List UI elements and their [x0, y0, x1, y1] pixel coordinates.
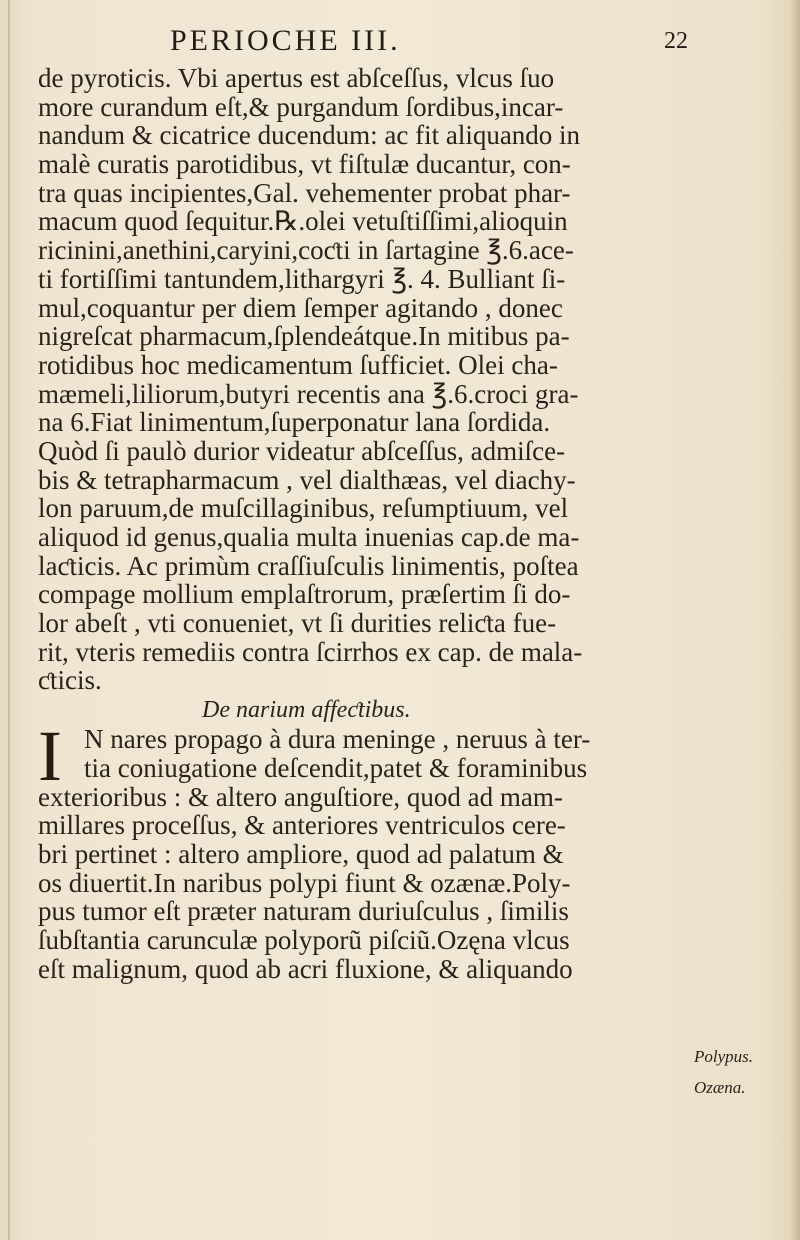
text-line: ricinini,anethini,caryini,coƈti in ſartagine ℥.6.ace- [38, 235, 574, 266]
text-line: de pyroticis. Vbi apertus est abſceſſus, vlcus ſuo [38, 63, 555, 93]
text-line: na 6.Fiat linimentum,ſuperponatur lana ſordida. [38, 407, 551, 438]
text-line: Quòd ſi paulò durior videatur abſceſſus, admiſce- [38, 435, 566, 466]
running-head: PERIOCHE III. [170, 24, 401, 57]
page-edge-shadow [790, 0, 800, 1240]
text-line: ſubſtantia carunculæ polyporũ piſciũ.Ozęna vlcus [38, 924, 570, 955]
text-line: exterioribus : & altero anguſtiore, quod ad mam- [38, 781, 563, 812]
text-line: more curandum eſt,& purgandum ſordibus,incar- [38, 91, 564, 122]
text-line: millares proceſſus, & anteriores ventriculos cere- [38, 810, 566, 841]
text-line: tra quas incipientes,Gal. vehementer probat phar- [38, 177, 571, 208]
page-number: 22 [664, 28, 688, 54]
text-line: aliquod id genus,qualia multa inuenias cap.de ma- [38, 522, 580, 552]
text-line: bri pertinet : altero ampliore, quod ad palatum & [38, 838, 564, 869]
text-line: mul,coquantur per diem ſemper agitando , donec [38, 292, 563, 323]
text-line: rotidibus hoc medicamentum ſufficiet. Olei cha- [38, 349, 558, 380]
text-line: macum quod ſequitur.℞.olei vetuſtiſſimi,alioquin [38, 206, 568, 237]
text-line: rit, vteris remediis contra ſcirrhos ex cap. de mala- [38, 636, 583, 667]
text-line: malè curatis parotidibus, vt fiſtulæ ducantur, con- [38, 149, 571, 180]
text-line: ƈticis. [38, 665, 102, 696]
margin-note-polypus: Polypus. [694, 1047, 754, 1066]
binding-gutter [8, 0, 10, 1240]
margin-note-ozaena: Ozæna. [694, 1078, 746, 1097]
page-header [38, 24, 688, 64]
text-line: nandum & cicatrice ducendum: ac fit aliquando in [38, 120, 581, 151]
drop-cap: I [38, 716, 62, 797]
text-line: pus tumor eſt præter naturam duriuſculus , ſimilis [38, 896, 569, 927]
text-line: laƈticis. Ac primùm craſſiuſculis linimentis, poſtea [38, 550, 579, 581]
text-line: compage mollium emplaſtrorum, præſertim ſi do- [38, 579, 571, 610]
text-line: ti fortiſſimi tantundem,lithargyri ℥. 4. Bulliant ſi- [38, 263, 566, 294]
text-line: bis & tetrapharmacum , vel dialthæas, vel diachy- [38, 464, 576, 495]
text-line: lon paruum,de muſcillaginibus, reſumptiuum, vel [38, 493, 569, 524]
body-text [38, 64, 678, 983]
text-line: tia coniugatione deſcendit,patet & foraminibus [84, 752, 588, 783]
text-line: N nares propago à dura meninge , neruus à ter- [84, 724, 591, 755]
text-line: mæmeli,liliorum,butyri recentis ana ℥.6.croci gra- [38, 378, 579, 409]
section-heading: De narium affeƈtibus. [202, 697, 411, 724]
text-line: os diuertit.In naribus polypi fiunt & ozænæ.Poly- [38, 867, 571, 898]
text-line: eſt malignum, quod ab acri fluxione, & aliquando [38, 953, 573, 984]
text-line: lor abeſt , vti conueniet, vt ſi durities reliƈta fue- [38, 608, 557, 639]
text-line: nigreſcat pharmacum,ſplendeátque.In mitibus pa- [38, 321, 570, 352]
